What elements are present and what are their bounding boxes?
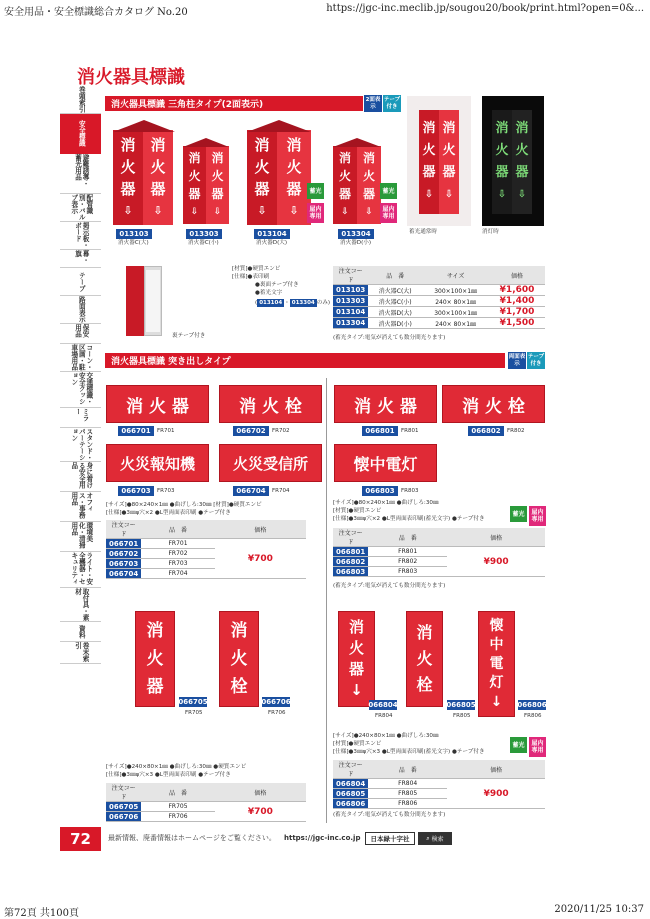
photo-night: 消 火 器 ⇩ 消 火 器 ⇩ — [482, 96, 544, 226]
row-code: 066703 — [106, 559, 141, 569]
row-price: ¥1,500 — [489, 318, 545, 329]
code-066804: 066804 — [368, 701, 398, 709]
glow-tag: 蓄光 — [307, 183, 324, 199]
row-name: FR702 — [141, 549, 215, 559]
row-name: 消火器D(小) — [368, 318, 422, 329]
code-066704: 066704 — [233, 486, 269, 496]
th-size: サイズ — [422, 266, 489, 285]
row-name: FR802 — [368, 557, 447, 567]
down-arrow-icon: ↓ — [490, 693, 503, 710]
th-name: 品 番 — [368, 266, 422, 285]
code-013303: 013303 — [186, 229, 222, 239]
paren-close: のみ) — [316, 299, 331, 306]
glow-note-2: (蓄光タイプ:電気が消えても数分間光ります) — [333, 583, 446, 589]
th-price: 価格 — [447, 760, 545, 779]
row-code: 013103 — [333, 285, 368, 296]
price-table-vleft — [106, 783, 306, 822]
vsign-char: 火 — [146, 649, 164, 669]
sidebar-item[interactable]: ミラー — [60, 408, 101, 428]
footer-url[interactable]: https://jgc-inc.co.jp — [284, 834, 361, 842]
sidebar-item[interactable]: 避難誘導・蓄光用品 — [60, 154, 101, 194]
sign-066803: 懐中電灯 — [334, 444, 437, 482]
sidebar-item[interactable]: 掲示板・ボード — [60, 222, 101, 250]
glow-tag-3: 蓄光 — [510, 506, 527, 522]
vsign-char: 灯 — [489, 674, 504, 691]
price-table-left — [106, 520, 306, 579]
table-row — [106, 539, 306, 549]
row-name: FR806 — [368, 799, 447, 809]
fr-066701: FR701 — [157, 428, 175, 434]
row-code: 066805 — [333, 789, 368, 799]
glow-tag-4: 蓄光 — [510, 737, 527, 753]
right-spec-2: [材質]●硬質エンビ — [333, 508, 382, 514]
vsign-char: 消 — [146, 621, 164, 641]
tape-prism-photo — [122, 260, 166, 336]
sign-066802: 消 火 栓 — [442, 385, 545, 423]
spec-glow-codes — [255, 299, 330, 307]
row-name: FR704 — [141, 569, 215, 579]
row-code: 066702 — [106, 549, 141, 559]
code-013304: 013304 — [338, 229, 374, 239]
th-price: 価格 — [215, 520, 306, 539]
vsign-char: 中 — [489, 636, 504, 653]
fr-066703: FR703 — [157, 488, 175, 494]
sidebar-item[interactable]: 配管識別・バルブ表示 — [60, 194, 101, 222]
vsign-char: 懐 — [489, 617, 504, 634]
sidebar-item[interactable]: 巻末索引 — [60, 642, 101, 664]
double-sided-tag: 2面表示 — [364, 95, 382, 112]
page-number: 72 — [60, 827, 101, 851]
vleft-spec-2: [仕様]●3㎜φ穴×3 ●L型両面表印刷 ●テープ付き — [106, 772, 231, 778]
vsign-char: 電 — [489, 655, 504, 672]
code-066805: 066805 — [446, 701, 476, 709]
left-spec-2: [仕様]●3㎜φ穴×2 ●L型両面表印刷 ●テープ付き — [106, 510, 231, 516]
spec-tape: ●裏面テープ付き — [255, 282, 299, 288]
vsign-char: 消 — [230, 621, 248, 641]
th-code: 注文コード — [333, 760, 368, 779]
fr-066801: FR801 — [401, 428, 419, 434]
fr-066802: FR802 — [507, 428, 525, 434]
sidebar-item[interactable]: コーン・区画・駐車場用品 — [60, 344, 101, 372]
sidebar-item[interactable]: 幕・旗 — [60, 250, 101, 268]
fr-066806: FR806 — [524, 713, 542, 719]
row-price: ¥1,700 — [489, 307, 545, 318]
vsign-char: 火 — [348, 639, 364, 657]
vsign-066705 — [135, 611, 175, 707]
section1-title-bar — [105, 96, 363, 111]
sidebar-item[interactable]: 保安用品 — [60, 324, 101, 344]
glow-tag-2: 蓄光 — [380, 183, 397, 199]
sidebar-item[interactable]: 資料 — [60, 622, 101, 642]
row-name: FR706 — [141, 812, 215, 822]
vleft-spec-1: [サイズ]●240×80×1㎜ ●曲げしろ:30㎜ ●硬質エンビ — [106, 764, 247, 770]
row-code: 066705 — [106, 802, 141, 812]
row-name: FR801 — [368, 547, 447, 557]
table-row — [106, 802, 306, 812]
row-price: ¥1,600 — [489, 285, 545, 296]
sign-066703: 火災報知機 — [106, 444, 209, 482]
indoor-tag-3: 屋内専用 — [529, 506, 546, 526]
fr-066805: FR805 — [453, 713, 471, 719]
row-size: 300×100×1㎜ — [422, 307, 489, 318]
row-name: FR701 — [141, 539, 215, 549]
row-name: FR803 — [368, 567, 447, 577]
both-sides-tag: 両面表示 — [508, 352, 526, 369]
vsign-char: 消 — [416, 623, 433, 642]
th-code: 注文コード — [333, 528, 368, 547]
vsign-char: 栓 — [416, 675, 433, 694]
sidebar-item[interactable]: 身に着ける安全用品 — [60, 462, 101, 492]
fr-066803: FR803 — [401, 488, 419, 494]
spec-glow: ●蓄光文字 — [255, 290, 283, 296]
sidebar-item[interactable]: 交通標識・安全クッション — [60, 372, 101, 408]
photo-day: 消 火 器 ⇩ 消 火 器 ⇩ — [407, 96, 471, 226]
sidebar-item[interactable]: テープ — [60, 268, 101, 296]
sign-066801: 消 火 器 — [334, 385, 437, 423]
glow-code-2: 013304 — [291, 299, 315, 306]
company-logo: 日本緑十字社 — [365, 832, 415, 845]
row-price: ¥900 — [447, 779, 545, 809]
row-size: 300×100×1㎜ — [422, 285, 489, 296]
photo-day-caption: 蓄光通常時 — [409, 229, 437, 235]
vsign-066804 — [338, 611, 375, 707]
row-price: ¥700 — [215, 539, 306, 579]
fr-066704: FR704 — [272, 488, 290, 494]
vsign-char: 火 — [230, 649, 248, 669]
vsign-char: 器 — [348, 660, 364, 678]
th-name: 品 番 — [368, 760, 447, 779]
vright-spec-1: [サイズ]●240×80×1㎜ ●曲げしろ:30㎜ — [333, 733, 439, 739]
column-divider — [326, 378, 327, 823]
prism-013303: 消 火 器 ⇩ 消 火 器 ⇩ — [183, 138, 229, 226]
sidebar-item[interactable]: オフィス・事務用品 — [60, 492, 101, 522]
vsign-char: 栓 — [230, 677, 248, 697]
vsign-char: 火 — [416, 649, 433, 668]
footer-text: 最新情報、廃番情報はホームページをご覧ください。 — [108, 834, 276, 842]
tape-tag-2: テープ付き — [527, 352, 545, 369]
glow-note-3: (蓄光タイプ:電気が消えても数分間光ります) — [333, 812, 446, 818]
indoor-tag-2: 屋内専用 — [380, 203, 397, 223]
code-066706: 066706 — [261, 698, 291, 706]
spec-material: [材質]●硬質エンビ — [232, 266, 281, 272]
sidebar-item[interactable]: 安全標識 — [60, 114, 101, 154]
th-price: 価格 — [489, 266, 545, 285]
row-code: 066804 — [333, 779, 368, 789]
row-code: 066806 — [333, 799, 368, 809]
print-datetime: 2020/11/25 10:37 — [554, 904, 644, 915]
price-table-vright — [333, 760, 545, 809]
code-066806: 066806 — [517, 701, 547, 709]
vright-spec-3: [仕様]●3㎜φ穴×3 ●L型両面表印刷(蓄光文字) ●テープ付き — [333, 749, 485, 755]
section2-title: 消火器具標識 突き出しタイプ — [111, 357, 231, 367]
row-name: FR804 — [368, 779, 447, 789]
indoor-tag-4: 屋内専用 — [529, 737, 546, 757]
label-013303: 消火器C(小) — [188, 240, 219, 246]
table-row — [333, 307, 545, 318]
code-066803: 066803 — [362, 486, 398, 496]
glow-code-1: 013104 — [259, 299, 283, 306]
sidebar-item[interactable]: スタンド・パーテーション — [60, 428, 101, 462]
th-code: 注文コード — [333, 266, 368, 285]
category-sidebar — [60, 86, 101, 664]
th-name: 品 番 — [141, 783, 215, 802]
fr-066804: FR804 — [375, 713, 393, 719]
sidebar-item[interactable]: 路面表示 — [60, 296, 101, 324]
code-066705: 066705 — [178, 698, 208, 706]
code-013103: 013103 — [116, 229, 152, 239]
row-price: ¥700 — [215, 802, 306, 822]
code-066802: 066802 — [468, 426, 504, 436]
row-price: ¥900 — [447, 547, 545, 577]
row-name: 消火器C(小) — [368, 296, 422, 307]
fr-066706: FR706 — [268, 710, 286, 716]
th-name: 品 番 — [368, 528, 447, 547]
glow-note: (蓄光タイプ:電気が消えても数分間光ります) — [333, 335, 446, 341]
left-spec-1: [サイズ]●80×240×1㎜ ●曲げしろ:30㎜ [材質]●硬質エンビ — [106, 502, 262, 508]
row-code: 066701 — [106, 539, 141, 549]
table-row — [333, 285, 545, 296]
section1-title: 消火器具標識 三角柱タイプ(2面表示) — [111, 100, 264, 110]
sidebar-item[interactable]: 取付具・素材 — [60, 588, 101, 622]
spec-print: [仕様]●表印刷 — [232, 274, 270, 280]
prism-013304: 消 火 器 ⇩ 消 火 器 ⇩ — [333, 138, 381, 226]
label-013104: 消火器D(大) — [256, 240, 288, 246]
th-price: 価格 — [215, 783, 306, 802]
sign-066701: 消 火 器 — [106, 385, 209, 423]
row-name: 消火器D(大) — [368, 307, 422, 318]
table-row — [333, 296, 545, 307]
row-size: 240× 80×1㎜ — [422, 318, 489, 329]
paren-open: ( — [255, 299, 258, 306]
code-066701: 066701 — [118, 426, 154, 436]
code-066702: 066702 — [233, 426, 269, 436]
row-code: 066802 — [333, 557, 368, 567]
price-table-prism — [333, 266, 545, 329]
page-title: 消火器具標識 — [77, 67, 185, 88]
label-013103: 消火器C(大) — [118, 240, 149, 246]
vsign-066805 — [406, 611, 443, 707]
browser-doc-title: 安全用品・安全標識総合カタログ No.20 — [4, 7, 188, 18]
vsign-char: 消 — [348, 618, 364, 636]
row-code: 066706 — [106, 812, 141, 822]
sign-066702: 消 火 栓 — [219, 385, 322, 423]
sidebar-item[interactable]: 巻頭索引 — [60, 86, 101, 114]
row-name: FR703 — [141, 559, 215, 569]
fr-066705: FR705 — [185, 710, 203, 716]
row-name: 消火器C(大) — [368, 285, 422, 296]
row-code: 066704 — [106, 569, 141, 579]
code-066801: 066801 — [362, 426, 398, 436]
row-code: 013303 — [333, 296, 368, 307]
search-label: 検索 — [431, 836, 444, 843]
code-013104: 013104 — [254, 229, 290, 239]
th-price: 価格 — [447, 528, 545, 547]
right-spec-1: [サイズ]●80×240×1㎜ ●曲げしろ:30㎜ — [333, 500, 439, 506]
table-row — [333, 547, 545, 557]
code-066703: 066703 — [118, 486, 154, 496]
section2-title-bar — [105, 353, 505, 368]
row-code: 013304 — [333, 318, 368, 329]
label-013304: 消火器D(小) — [340, 240, 372, 246]
page-info: 第72頁 共100頁 — [4, 908, 79, 919]
down-arrow-icon: ↓ — [350, 681, 363, 699]
vright-spec-2: [材質]●硬質エンビ — [333, 741, 382, 747]
right-spec-3: [仕様]●3㎜φ穴×2 ●L型両面表印刷(蓄光文字) ●テープ付き — [333, 516, 485, 522]
dot-sep: ・ — [284, 299, 290, 306]
row-name: FR705 — [141, 802, 215, 812]
th-code: 注文コード — [106, 520, 141, 539]
th-name: 品 番 — [141, 520, 215, 539]
price-table-right — [333, 528, 545, 577]
vsign-066706 — [219, 611, 259, 707]
sign-066704: 火災受信所 — [219, 444, 322, 482]
row-size: 240× 80×1㎜ — [422, 296, 489, 307]
row-name: FR805 — [368, 789, 447, 799]
row-price: ¥1,400 — [489, 296, 545, 307]
table-row — [333, 779, 545, 789]
browser-url: https://jgc-inc.meclib.jp/sougou20/book/print.html?open=0&... — [326, 3, 644, 14]
tape-tag: テープ付き — [383, 95, 401, 112]
vsign-066806 — [478, 611, 515, 717]
prism-013104: 消 火 器 ⇩ 消 火 器 ⇩ — [247, 120, 313, 227]
search-icon: ⌕ — [426, 834, 430, 842]
th-code: 注文コード — [106, 783, 141, 802]
table-row — [333, 318, 545, 329]
search-button[interactable] — [418, 832, 452, 845]
row-code: 013104 — [333, 307, 368, 318]
sidebar-item[interactable]: ライト・安全機器・セキュリティ — [60, 552, 101, 588]
row-code: 066803 — [333, 567, 368, 577]
fr-066702: FR702 — [272, 428, 290, 434]
sidebar-item[interactable]: 環境美化・清掃用品 — [60, 522, 101, 552]
tape-caption: 裏テープ付き — [172, 333, 206, 339]
prism-013103: 消 火 器 ⇩ 消 火 器 ⇩ — [113, 120, 175, 227]
row-code: 066801 — [333, 547, 368, 557]
indoor-tag: 屋内専用 — [307, 203, 324, 223]
vsign-char: 器 — [146, 677, 164, 697]
photo-night-caption: 消灯時 — [482, 229, 499, 235]
